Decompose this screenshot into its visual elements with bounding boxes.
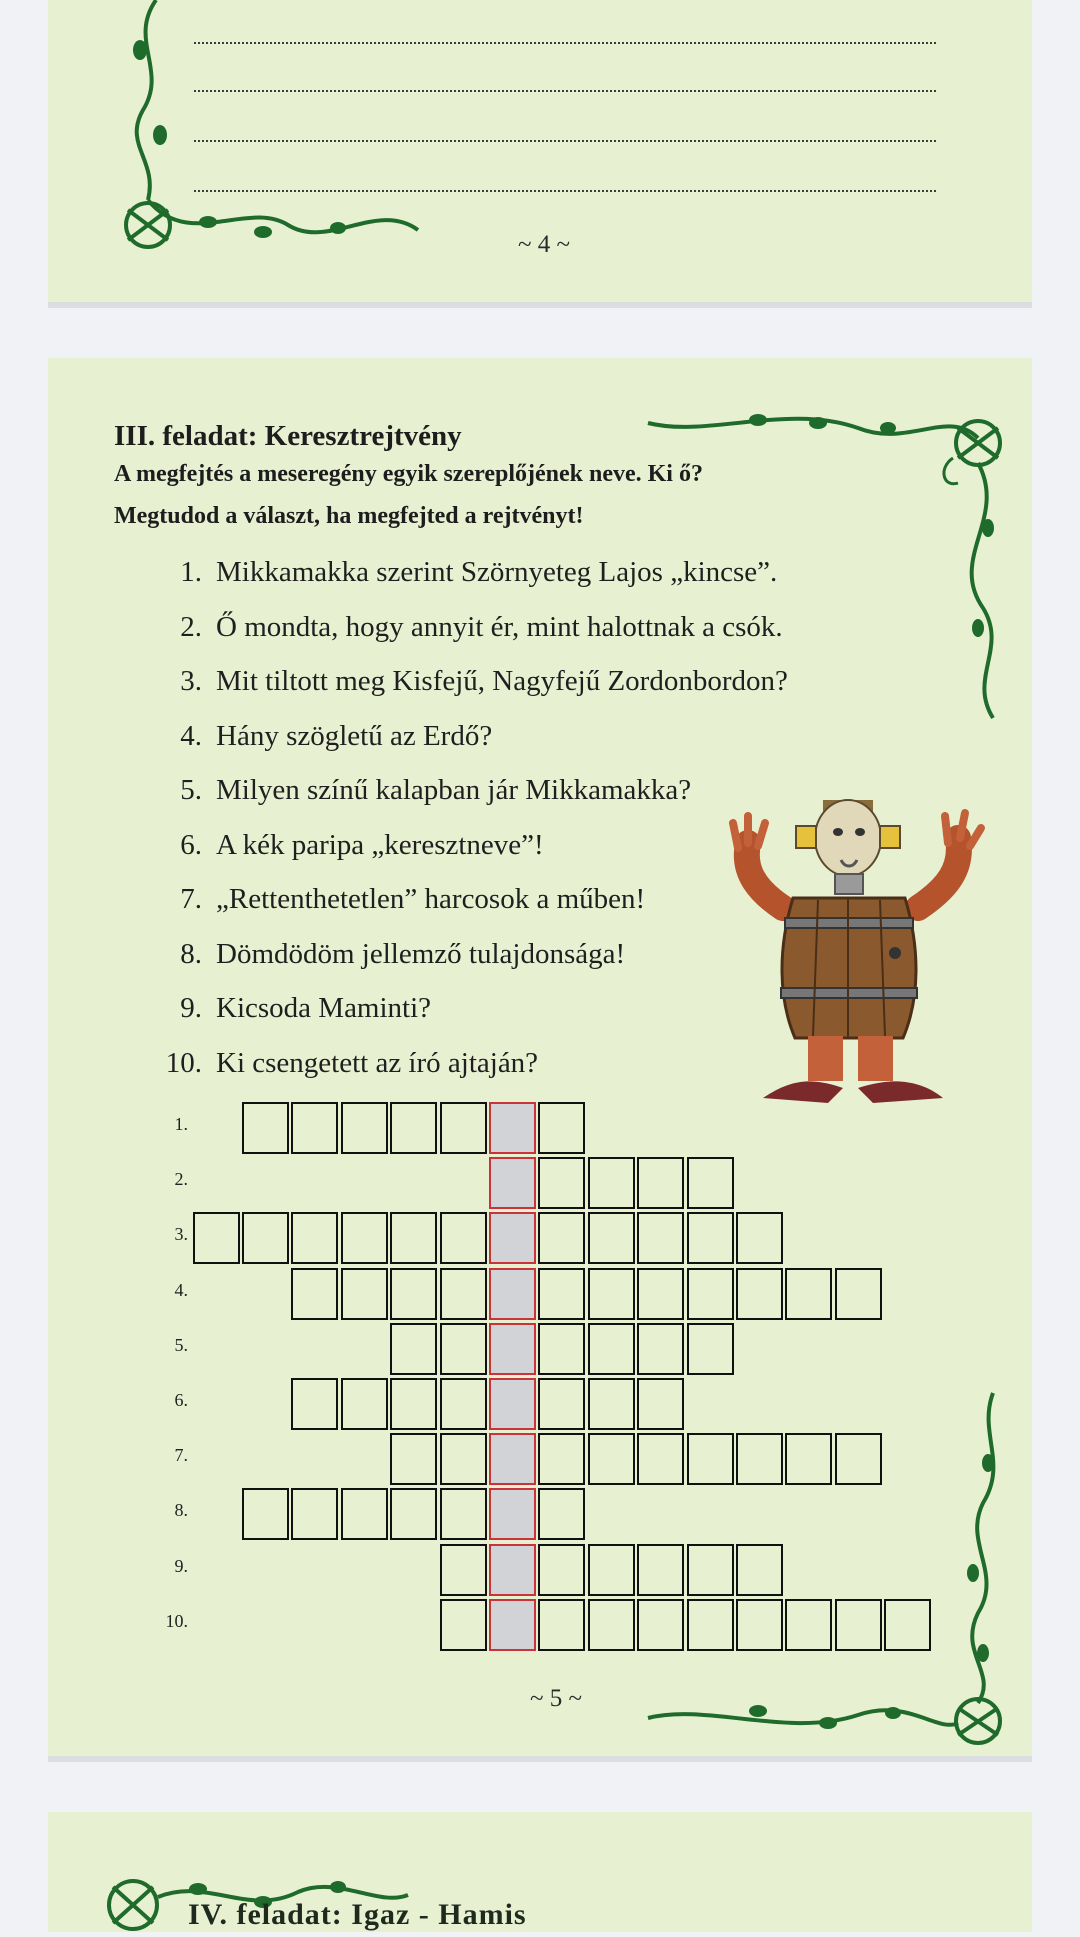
vine-ornament-icon (88, 0, 418, 270)
crossword-cell[interactable] (835, 1268, 882, 1320)
crossword-cell[interactable] (538, 1323, 585, 1375)
solution-cell[interactable] (489, 1433, 536, 1485)
page-number: ~ 5 ~ (530, 1685, 583, 1712)
crossword-cell[interactable] (588, 1157, 635, 1209)
question-number: 7. (180, 883, 202, 915)
question-number: 1. (180, 556, 202, 588)
crossword-cell[interactable] (440, 1433, 487, 1485)
question-text: Ő mondta, hogy annyit ér, mint halottnak a csók. (216, 610, 783, 643)
crossword-cell[interactable] (687, 1212, 734, 1264)
question-number: 3. (180, 665, 202, 697)
crossword-cell[interactable] (390, 1378, 437, 1430)
crossword-cell[interactable] (687, 1323, 734, 1375)
question-item (146, 774, 691, 807)
question-item (146, 1047, 538, 1080)
solution-cell[interactable] (489, 1268, 536, 1320)
solution-cell[interactable] (489, 1323, 536, 1375)
crossword-cell[interactable] (242, 1212, 289, 1264)
solution-cell[interactable] (489, 1102, 536, 1154)
question-text: Ki csengetett az író ajtaján? (216, 1046, 539, 1079)
crossword-cell[interactable] (637, 1212, 684, 1264)
question-text: „Rettenthetetlen” harcosok a műben! (216, 883, 646, 915)
row-number-label: 5. (174, 1334, 188, 1355)
question-item (146, 611, 783, 644)
crossword-cell[interactable] (637, 1157, 684, 1209)
question-text: Milyen színű kalapban jár Mikkamakka? (216, 774, 692, 806)
vine-ornament-icon (648, 1393, 1028, 1753)
solution-cell[interactable] (489, 1212, 536, 1264)
crossword-cell[interactable] (341, 1102, 388, 1154)
solution-cell[interactable] (489, 1488, 536, 1540)
solution-cell[interactable] (489, 1544, 536, 1596)
crossword-cell[interactable] (637, 1323, 684, 1375)
crossword-cell[interactable] (637, 1268, 684, 1320)
row-number-label: 10. (165, 1610, 188, 1631)
crossword-cell[interactable] (588, 1599, 635, 1651)
crossword-cell[interactable] (242, 1488, 289, 1540)
question-text: A kék paripa „keresztneve”! (216, 828, 544, 861)
row-number-label: 1. (174, 1114, 188, 1134)
crossword-cell[interactable] (440, 1323, 487, 1375)
row-number-label: 4. (174, 1279, 188, 1300)
crossword-cell[interactable] (588, 1544, 635, 1596)
row-number-label: 2. (174, 1169, 188, 1190)
row-number-label: 8. (174, 1500, 188, 1521)
solution-cell[interactable] (489, 1157, 536, 1209)
crossword-cell[interactable] (390, 1268, 437, 1320)
solution-cell[interactable] (489, 1599, 536, 1651)
crossword-cell[interactable] (538, 1599, 585, 1651)
crossword-cell[interactable] (193, 1212, 240, 1264)
question-number: 9. (180, 992, 202, 1024)
crossword-cell[interactable] (538, 1378, 585, 1430)
crossword-cell[interactable] (588, 1378, 635, 1430)
question-item (146, 883, 645, 916)
question-number: 10. (165, 1046, 202, 1079)
question-text: Mit tiltott meg Kisfejű, Nagyfejű Zordonbordon? (216, 665, 788, 697)
crossword-cell[interactable] (242, 1102, 289, 1154)
crossword-cell[interactable] (440, 1102, 487, 1154)
crossword-cell[interactable] (538, 1433, 585, 1485)
page-separator (48, 302, 1032, 308)
crossword-cell[interactable] (341, 1268, 388, 1320)
crossword-cell[interactable] (291, 1488, 338, 1540)
crossword-cell[interactable] (687, 1157, 734, 1209)
question-number: 8. (180, 937, 202, 970)
question-number: 6. (180, 828, 202, 861)
crossword-cell[interactable] (588, 1268, 635, 1320)
crossword-cell[interactable] (538, 1102, 585, 1154)
crossword-cell[interactable] (588, 1323, 635, 1375)
question-text: Kicsoda Maminti? (216, 992, 432, 1024)
crossword-cell[interactable] (390, 1102, 437, 1154)
crossword-cell[interactable] (538, 1544, 585, 1596)
crossword-cell[interactable] (440, 1488, 487, 1540)
page-5 (48, 358, 1032, 1756)
page-separator (48, 1756, 1032, 1762)
crossword-cell[interactable] (538, 1212, 585, 1264)
question-item (146, 720, 492, 753)
barrel-character-illustration (723, 788, 993, 1108)
question-item (146, 992, 431, 1025)
crossword-cell[interactable] (538, 1157, 585, 1209)
question-number: 2. (180, 610, 202, 643)
crossword-cell[interactable] (390, 1433, 437, 1485)
crossword-cell[interactable] (390, 1323, 437, 1375)
crossword-cell[interactable] (440, 1544, 487, 1596)
row-number-label: 9. (174, 1555, 188, 1576)
crossword-cell[interactable] (291, 1212, 338, 1264)
crossword-cell[interactable] (291, 1102, 338, 1154)
row-number-label: 7. (174, 1445, 188, 1466)
row-number-label: 6. (174, 1390, 188, 1410)
crossword-cell[interactable] (538, 1268, 585, 1320)
page-title: IV. feladat: Igaz - Hamis (188, 1898, 527, 1931)
question-item (146, 829, 544, 862)
crossword-cell[interactable] (440, 1599, 487, 1651)
crossword-cell[interactable] (291, 1268, 338, 1320)
crossword-cell[interactable] (390, 1212, 437, 1264)
crossword-cell[interactable] (291, 1378, 338, 1430)
crossword-cell[interactable] (736, 1212, 783, 1264)
crossword-cell[interactable] (736, 1268, 783, 1320)
crossword-cell[interactable] (440, 1268, 487, 1320)
question-number: 4. (180, 719, 202, 752)
question-text: Dömdödöm jellemző tulajdonsága! (216, 937, 626, 970)
page-title: III. feladat: Keresztrejtvény (114, 420, 462, 452)
crossword-cell[interactable] (588, 1433, 635, 1485)
question-item (146, 556, 777, 589)
instruction-line-1: A megfejtés a meseregény egyik szereplőjének neve. Ki ő? (114, 461, 703, 487)
crossword-cell[interactable] (785, 1268, 832, 1320)
crossword-cell[interactable] (341, 1488, 388, 1540)
crossword-cell[interactable] (538, 1488, 585, 1540)
crossword-cell[interactable] (341, 1212, 388, 1264)
question-item (146, 665, 788, 698)
row-number-label: 3. (174, 1224, 188, 1245)
page-6 (48, 1812, 1032, 1932)
question-text: Hány szögletű az Erdő? (216, 719, 493, 752)
page-number: ~ 4 ~ (518, 231, 571, 258)
question-text: Mikkamakka szerint Szörnyeteg Lajos „kincse”. (216, 556, 778, 588)
solution-cell[interactable] (489, 1378, 536, 1430)
question-item (146, 938, 625, 971)
crossword-cell[interactable] (440, 1378, 487, 1430)
question-number: 5. (180, 774, 202, 806)
instruction-line-2: Megtudod a választ, ha megfejted a rejtvényt! (114, 503, 584, 529)
crossword-cell[interactable] (687, 1268, 734, 1320)
crossword-cell[interactable] (588, 1212, 635, 1264)
crossword-cell[interactable] (341, 1378, 388, 1430)
page-4 (48, 0, 1032, 302)
crossword-cell[interactable] (440, 1212, 487, 1264)
crossword-cell[interactable] (390, 1488, 437, 1540)
